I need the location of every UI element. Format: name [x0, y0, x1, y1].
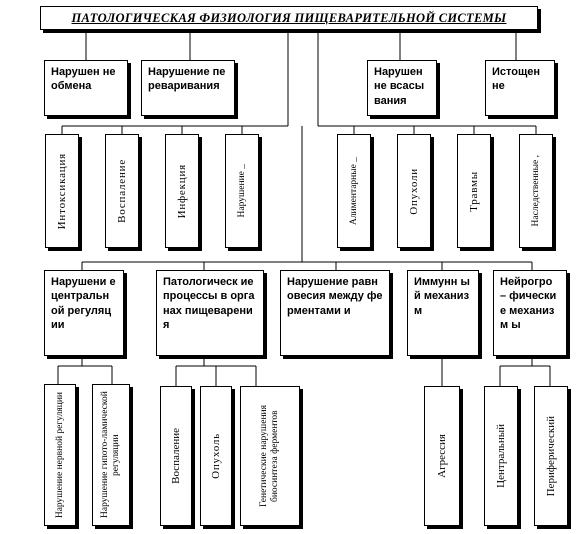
cause-label: Травмы — [467, 170, 480, 212]
sub-label: Агрессия — [435, 434, 448, 478]
mechanism-enzyme-imbalance: Нарушение равновесия между ферментами и — [280, 270, 390, 356]
mechanism-pathological-processes: Патологическ ие процессы в органах пищеварения — [156, 270, 264, 356]
mechanism-immune: Иммунн ый механиз м — [407, 270, 479, 356]
cause-infection — [165, 134, 199, 248]
node-metabolism-disorder: Нарушен не обмена — [44, 60, 128, 116]
cause-intoxication — [45, 134, 79, 248]
cause-label: Инфекция — [175, 163, 188, 219]
sub-central — [484, 386, 518, 526]
sub-label: Воспаление — [169, 428, 182, 484]
sub-label: Нарушение нервной регуляции — [54, 391, 65, 519]
cause-label: Интоксикация — [55, 152, 68, 230]
sub-label: Опухоль — [209, 433, 222, 479]
node-absorption-disorder: Нарушен не всасывания — [367, 60, 437, 116]
sub-label: Генетические нарушения биосинтеза ферментов — [259, 405, 280, 508]
sub-peripheral — [534, 386, 568, 526]
cause-label: Воспаление — [115, 159, 128, 223]
sub-tumor — [200, 386, 232, 526]
mechanism-central-regulation: Нарушени е центральн ой регуляции — [44, 270, 124, 356]
mechanism-neurotrophic: Нейрогро – фические механизм ы — [493, 270, 567, 356]
cause-alimentary — [337, 134, 371, 248]
sub-label: Нарушение гипото-ламической регуляции — [100, 391, 121, 519]
sub-label: Центральный — [494, 424, 507, 488]
diagram-title: ПАТОЛОГИЧЕСКАЯ ФИЗИОЛОГИЯ ПИЩЕВАРИТЕЛЬНОЙ СИСТЕМЫ — [40, 6, 538, 30]
cause-label: Нарушение _ — [236, 164, 247, 218]
sub-genetic-enzyme-disorders — [240, 386, 300, 526]
cause-label: Опухоли — [407, 167, 420, 215]
cause-tumors — [397, 134, 431, 248]
cause-label: Алиментарные _ — [348, 156, 359, 226]
sub-hypothalamic-regulation — [92, 384, 130, 526]
sub-aggression — [424, 386, 460, 526]
cause-hereditary — [519, 134, 553, 248]
sub-inflammation — [160, 386, 192, 526]
cause-disorder — [225, 134, 259, 248]
sub-nervous-regulation — [44, 384, 76, 526]
sub-label: Периферический — [544, 415, 557, 497]
node-digestion-disorder: Нарушение переваривания — [141, 60, 235, 116]
cause-inflammation — [105, 134, 139, 248]
cause-trauma — [457, 134, 491, 248]
node-exhaustion: Истощен не — [485, 60, 555, 116]
cause-label: Наследственные , — [530, 155, 541, 227]
